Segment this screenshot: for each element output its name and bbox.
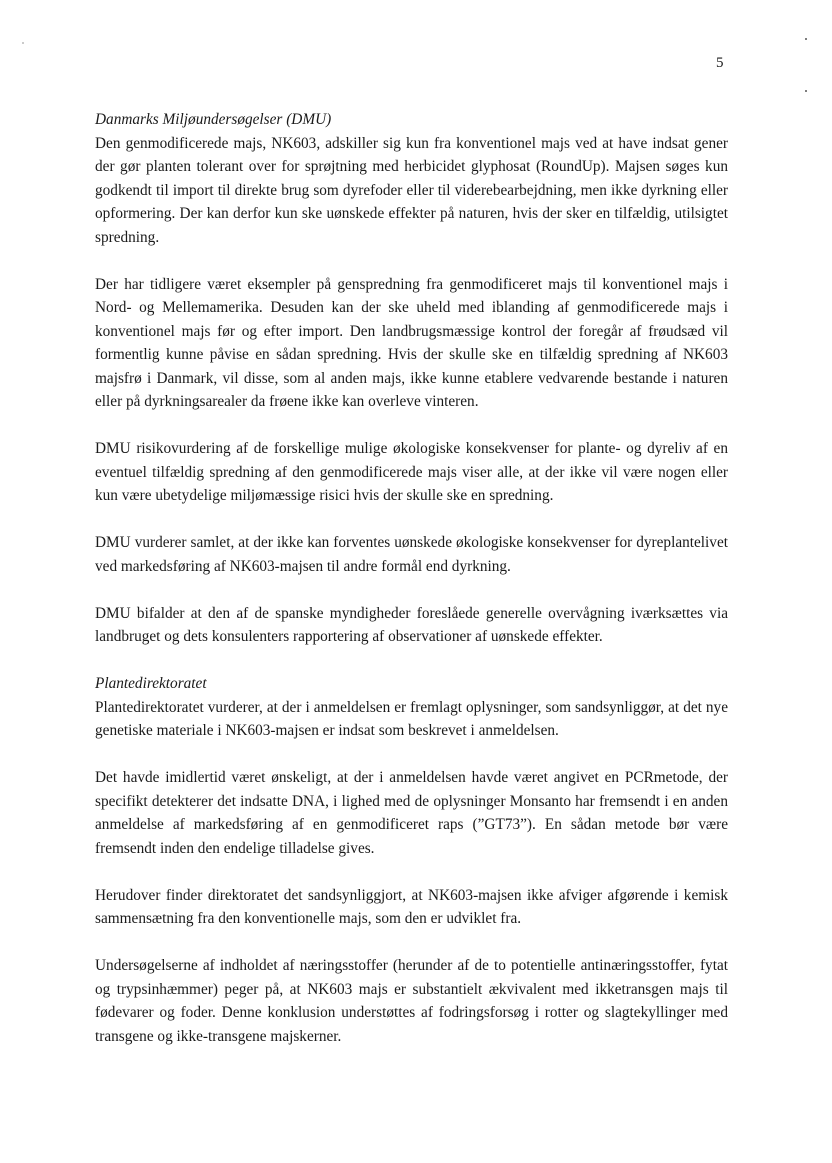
paragraph: DMU vurderer samlet, at der ikke kan forventes uønskede økologiske konsekvenser for dyreplantelivet ved markedsføring af NK603-majsen til andre formål end dyrkning. — [95, 534, 728, 575]
paragraph: DMU bifalder at den af de spanske myndigheder foreslåede generelle overvågning iværksættes via landbruget og dets konsulenters rapportering af observationer af uønskede effekter. — [95, 604, 728, 645]
paragraph: DMU risikovurdering af de forskellige mulige økologiske konsekvenser for plante- og dyreliv af en eventuel tilfældig spredning af den genmodificerede majs viser alle, at der ikke vil være nogen eller kun være ubetydelige miljømæssige risici hvis der skulle ske en spredning. — [95, 440, 728, 504]
document-body — [95, 108, 728, 1048]
section-heading: Plantedirektoratet — [95, 675, 207, 692]
section-heading: Danmarks Miljøundersøgelser (DMU) — [95, 111, 332, 128]
scan-speck — [805, 90, 807, 92]
paragraph: Plantedirektoratet vurderer, at der i anmeldelsen er fremlagt oplysninger, som sandsynliggør, at det nye genetiske materiale i NK603-majsen er indsat som beskrevet i anmeldelsen. — [95, 698, 728, 739]
section-plantedirektoratet — [95, 672, 728, 1048]
paragraph: Undersøgelserne af indholdet af næringsstoffer (herunder af de to potentielle antinæringsstoffer, fytat og trypsinhæmmer) peger på, at NK603 majs er substantielt ækvivalent med ikketransgen majs til fødevarer og foder. Denne konklusion understøttes af fodringsforsøg i rotter og slagtekyllinger med transgene og ikke-transgene majskerner. — [95, 957, 728, 1045]
scan-speck — [22, 42, 24, 44]
paragraph: Den genmodificerede majs, NK603, adskiller sig kun fra konventionel majs ved at have indsat gener der gør planten tolerant over for sprøjtning med herbicidet glyphosat (RoundUp). Majsen søges kun godkendt til import til direkte brug som dyrefoder eller til viderebearbejdning, men ikke dyrkning eller opformering. Der kan derfor kun ske uønskede effekter på naturen, hvis der sker en tilfældig, utilsigtet spredning. — [95, 134, 728, 246]
paragraph: Herudover finder direktoratet det sandsynliggjort, at NK603-majsen ikke afviger afgørende i kemisk sammensætning fra den konventionelle majs, som den er udviklet fra. — [95, 886, 728, 927]
paragraph: Det havde imidlertid været ønskeligt, at der i anmeldelsen havde været angivet en PCRmetode, der specifikt detekterer det indsatte DNA, i lighed med de oplysninger Monsanto har fremsendt i en anden anmeldelse af markedsføring af en genmodificeret raps (”GT73”). En sådan metode bør være fremsendt inden den endelige tilladelse gives. — [95, 769, 728, 857]
page-number: 5 — [716, 55, 724, 71]
scan-speck — [805, 38, 807, 40]
paragraph: Der har tidligere været eksempler på genspredning fra genmodificeret majs til konventionel majs i Nord- og Mellemamerika. Desuden kan der ske uheld med iblanding af genmodificerede majs i konventionel majs før og efter import. Den landbrugsmæssige kontrol der foregår af frøudsæd vil formentlig kunne påvise en sådan spredning. Hvis der skulle ske en tilfældig spredning af NK603 majsfrø i Danmark, vil disse, som al anden majs, ikke kunne etablere vedvarende bestande i naturen eller på dyrkningsarealer da frøene ikke kan overleve vinteren. — [95, 275, 728, 410]
section-dmu — [95, 108, 728, 649]
